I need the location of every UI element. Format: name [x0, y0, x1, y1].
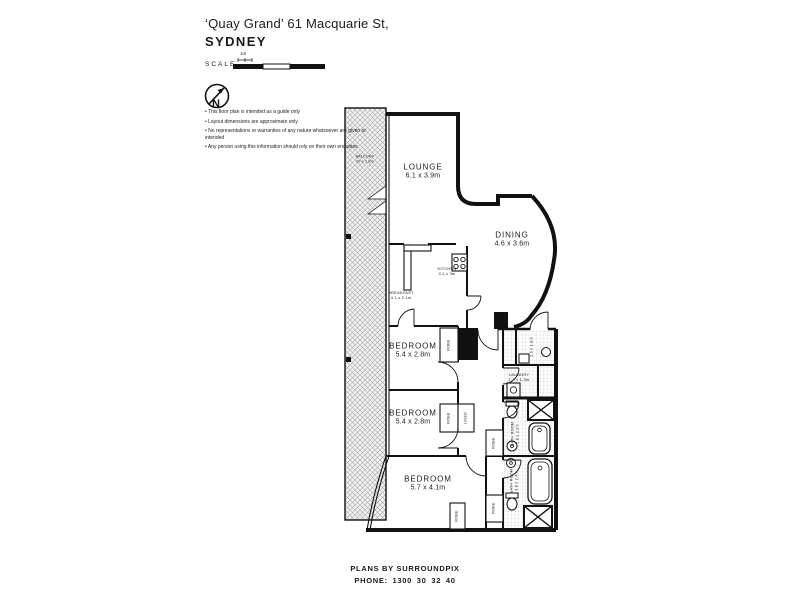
disclaimer-item: • No representations or warranties of any nature whatsoever are given or intended — [205, 128, 367, 141]
room-dims: 1.7 x 1.3m — [508, 377, 530, 382]
room-dims: 5.4 x 2.8m — [395, 351, 431, 359]
room-name: LOUNGE — [403, 162, 443, 172]
disclaimer-item: • Any person using this information should rely on their own enquiries — [205, 144, 358, 150]
toilet-icon — [519, 354, 529, 363]
room-dims: 4.1 x 3m — [438, 271, 456, 276]
room-label-bedroom1 — [389, 342, 437, 359]
room-dims: 2.8 x 2.2m — [516, 424, 520, 444]
room-name: BEDROOM — [389, 341, 437, 351]
robe-label: ROBE — [454, 510, 459, 522]
room-label-balcony — [356, 154, 375, 163]
scale-bar — [233, 58, 325, 69]
page-title: ‘Quay Grand’ 61 Macquarie St, — [205, 16, 389, 31]
title-block — [205, 16, 389, 49]
north-letter: N — [212, 98, 220, 110]
room-dims: 4.1 x 2.1m — [390, 295, 412, 300]
room-name: LAUNDRY — [508, 371, 530, 377]
room-name: KITCHEN — [437, 265, 457, 271]
room-name: BATH ROOM — [509, 468, 514, 494]
footer-credit — [300, 563, 510, 587]
room-label-lounge — [403, 163, 442, 180]
room-label-wc-dims: 1.6 x 1.8m — [529, 337, 534, 357]
room-name: BEDROOM — [389, 408, 437, 418]
wall-mass — [494, 312, 508, 329]
kitchen-bench — [404, 245, 411, 290]
washer-icon — [507, 383, 520, 397]
room-label-bedroom3 — [404, 475, 452, 492]
room-label-bathroom2 — [510, 469, 521, 493]
room-name: BATH ROOM — [510, 421, 515, 447]
room-label-kitchen — [438, 266, 457, 276]
room-label-dining — [495, 231, 530, 248]
footer-phone: PHONE: 1300 30 32 40 — [354, 576, 456, 585]
room-name: BREAKFAST — [388, 289, 414, 295]
kitchen-bench — [404, 245, 431, 251]
north-arrow-icon — [206, 85, 229, 111]
room-label-bedroom2 — [389, 409, 437, 426]
room-name: BEDROOM — [404, 474, 452, 484]
linen-label: LINEN — [463, 411, 468, 425]
room-dims: 3.8 x 2.4m — [515, 471, 519, 491]
robe-label: ROBE — [491, 502, 496, 514]
wall-mass — [458, 330, 478, 360]
basin-icon — [542, 348, 551, 357]
robe-label: ROBE — [491, 437, 496, 449]
room-dims: 4.6 x 3.6m — [494, 240, 530, 248]
room-dims: 6.1 x 3.9m — [405, 172, 441, 180]
room-name: DINING — [495, 230, 529, 240]
room-label-breakfast — [388, 290, 413, 300]
page-subtitle: SYDNEY — [205, 34, 267, 49]
room-dims: 5.4 x 2.8m — [395, 418, 431, 426]
kitchen-fixtures — [404, 245, 467, 290]
column-marker — [346, 234, 351, 239]
disclaimer-list — [205, 109, 367, 154]
scale-label: SCALE — [205, 61, 237, 68]
balcony-area — [345, 108, 386, 520]
scale-unit-label: 1m — [240, 51, 247, 56]
disclaimer-item: • This floor plan is intended as a guide only — [205, 109, 301, 115]
room-dims: 5.7 x 4.1m — [410, 484, 446, 492]
robe-label: ROBE — [446, 412, 451, 424]
room-dims: 20 x 1.8m — [356, 159, 374, 163]
robe-label: ROBE — [446, 339, 451, 351]
toilet-icon — [506, 493, 518, 498]
room-name: BALCONY — [355, 154, 375, 159]
room-label-laundry — [509, 372, 530, 382]
column-marker — [346, 357, 351, 362]
disclaimer-item: • Layout dimensions are approximate only — [205, 118, 298, 125]
footer-line1: PLANS BY SURROUNDPIX — [350, 564, 460, 573]
room-label-bathroom1 — [511, 422, 522, 446]
